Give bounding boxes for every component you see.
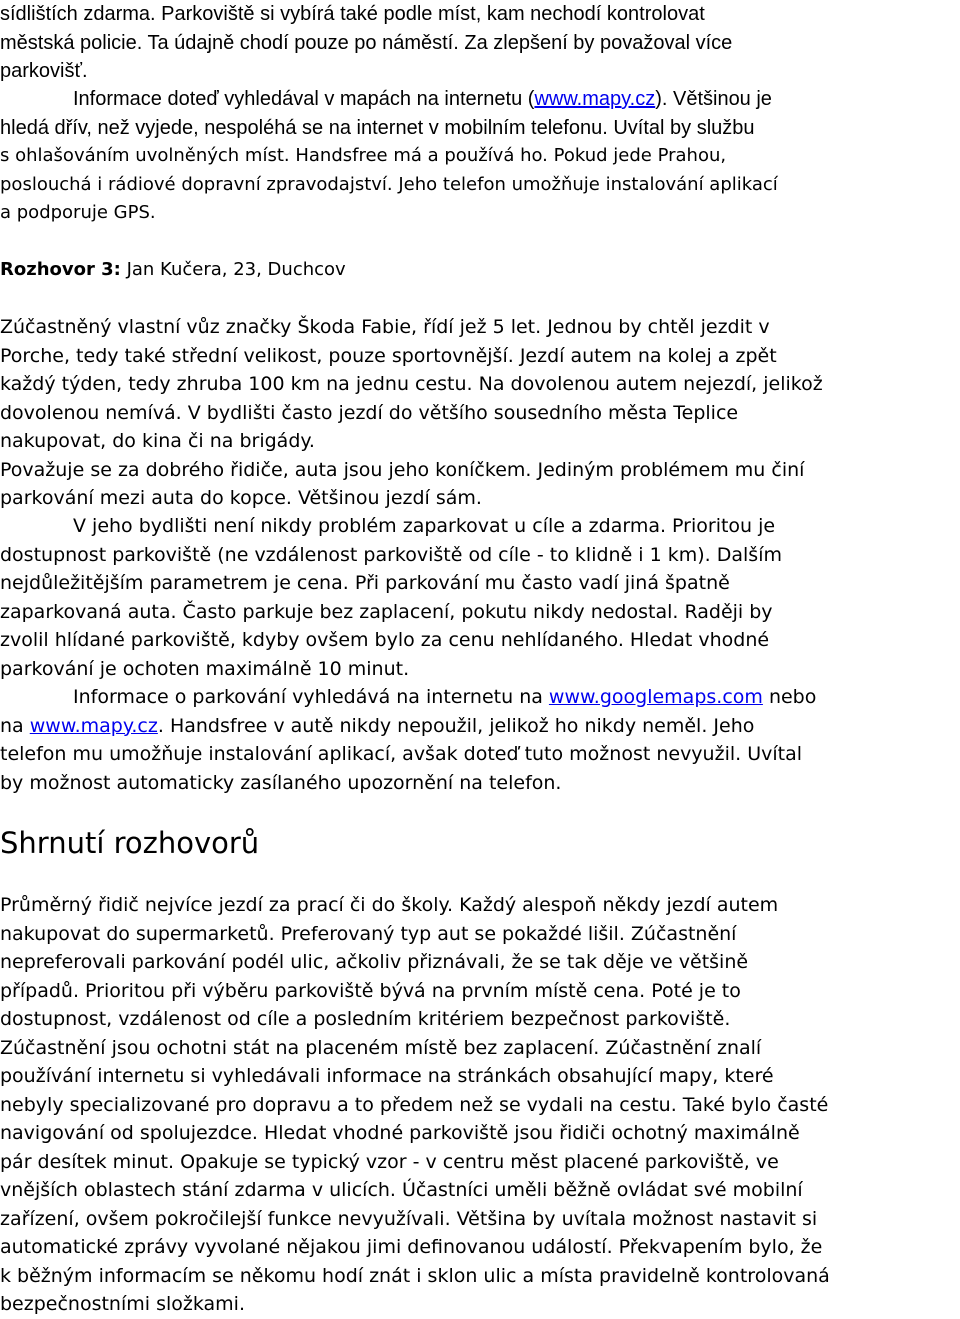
mapy-link[interactable]: www.mapy.cz [29,714,158,737]
text-line: hledá dřív, než vyjede, nespoléhá se na internet v mobilním telefonu. Uvítal by službu [0,116,755,139]
text-line: dostupnost, vzdálenost od cíle a posledním kritériem bezpečnost parkoviště. [0,1008,731,1030]
text-line: dovolenou nemívá. V bydlišti často jezdí do většího sousedního města Teplice [0,401,739,424]
text-line: nebyly specializované pro dopravu a to předem než se vydali na cestu. Také bylo časté [0,1093,829,1116]
text-line: s ohlašováním uvolněných míst. Handsfree má a používá ho. Pokud jede Prahou, [0,145,727,166]
text-line: automatické zprávy vyvolané nějakou jimi definovanou událostí. Překvapením bylo, že [0,1236,823,1258]
text-line: městská policie. Ta údajně chodí pouze po náměstí. Za zlepšení by považoval více [0,31,733,54]
text-line: telefon mu umožňuje instalování aplikací, avšak doteď tuto možnost nevyužil. Uvítal [0,743,803,765]
text-segment: na [0,714,30,737]
text-line: parkovišť. [0,60,88,82]
text-line [0,256,960,285]
text-line: k běžným informacím se někomu hodí znát i sklon ulic a místa pravidelně kontrolovaná [0,1264,830,1287]
text-line: případů. Prioritou při výběru parkoviště bývá na prvním místě cena. Poté je to [0,979,741,1002]
paragraph-summary [0,891,960,1319]
text-line: V jeho bydlišti není nikdy problém zaparkovat u cíle a zdarma. Prioritou je [73,515,776,537]
text-line: nakupovat, do kina či na brigády. [0,430,315,452]
text-line: Zúčastněný vlastní vůz značky Škoda Fabie, řídí jež 5 let. Jednou by chtěl jezdit v [0,316,770,338]
text-line: nakupovat do supermarketů. Preferovaný typ aut se pokaždé lišil. Zúčastnění [0,922,737,945]
text-line: Považuje se za dobrého řidiče, auta jsou jeho koníčkem. Jediným problémem mu činí [0,458,805,481]
text-line: Porche, tedy také střední velikost, pouze sportovnější. Jezdí autem na kolej a zpět [0,344,777,367]
text-line: sídlištích zdarma. Parkoviště si vybírá také podle míst, kam nechodí kontrolovat [0,3,705,25]
paragraph-interview2-info [0,85,960,228]
paragraph-continuation [0,0,960,86]
text-line [0,712,960,741]
text-line: bezpečnostními složkami. [0,1293,245,1315]
text-line: parkování mezi auta do kopce. Většinou jezdí sám. [0,487,482,509]
text-line: parkování je ochoten maximálně 10 minut. [0,657,410,680]
text-line: poslouchá i rádiové dopravní zpravodajství. Jeho telefon umožňuje instalování aplikací [0,173,778,195]
text-line: navigování od spolujezdce. Hledat vhodné parkoviště jsou řidiči ochotný maximálně [0,1122,800,1144]
text-line: by možnost automaticky zasílaného upozornění na telefon. [0,771,562,794]
mapy-link[interactable]: www.mapy.cz [534,88,656,110]
text-line: Zúčastnění jsou ochotni stát na placeném místě bez zaplacení. Zúčastnění znalí [0,1036,762,1059]
section-heading: Shrnutí rozhovorů [0,826,260,860]
paragraph-interview3-info [0,683,960,797]
text-line: zařízení, ovšem pokročilejší funkce nevyužívali. Většina by uvítala možnost nastavit si [0,1207,818,1230]
text-line: a podporuje GPS. [0,202,156,223]
text-line: vnějších oblastech stání zdarma v ulicích. Účastníci uměli běžně ovládat své mobilní [0,1179,803,1201]
text-segment: ). Většinou je [655,88,772,110]
text-line: nejdůležitějším parametrem je cena. Při parkování mu často vadí jiná špatně [0,572,730,594]
interview-subject: Jan Kučera, 23, Duchcov [120,259,346,280]
text-segment: nebo [762,686,817,708]
text-line: Průměrný řidič nejvíce jezdí za prací či do školy. Každý alespoň někdy jezdí autem [0,894,779,916]
text-line: pár desítek minut. Opakuje se typický vzor - v centru měst placené parkoviště, ve [0,1150,779,1173]
paragraph-interview3-parking [0,512,960,683]
text-line [0,683,960,712]
text-line: zaparkovaná auta. Často parkuje bez zaplacení, pokutu nikdy nedostal. Raději by [0,600,773,623]
googlemaps-link[interactable]: www.googlemaps.com [548,686,763,708]
text-line: používání internetu si vyhledávali informace na stránkách obsahující mapy, které [0,1065,774,1087]
text-line [0,85,960,114]
text-segment: . Handsfree v autě nikdy nepoužil, jelikož ho nikdy neměl. Jeho [157,714,755,737]
paragraph-interview3-profile [0,313,960,513]
text-line: zvolil hlídané parkoviště, kdyby ovšem bylo za cenu nehlídaného. Hledat vhodné [0,629,770,651]
text-segment: Informace o parkování vyhledává na internetu na [73,686,549,708]
text-line: každý týden, tedy zhruba 100 km na jednu cestu. Na dovolenou autem nejezdí, jelikož [0,373,823,395]
text-line: dostupnost parkoviště (ne vzdálenost parkoviště od cíle - to klidně i 1 km). Dalším [0,543,782,566]
interview-label: Rozhovor 3: [0,259,121,280]
text-segment: Informace doteď vyhledával v mapách na internetu ( [73,88,535,110]
interview-heading [0,256,960,285]
text-line: nepreferovali parkování podél ulic, ačkoliv přiznávali, že se tak děje ve většině [0,951,749,973]
